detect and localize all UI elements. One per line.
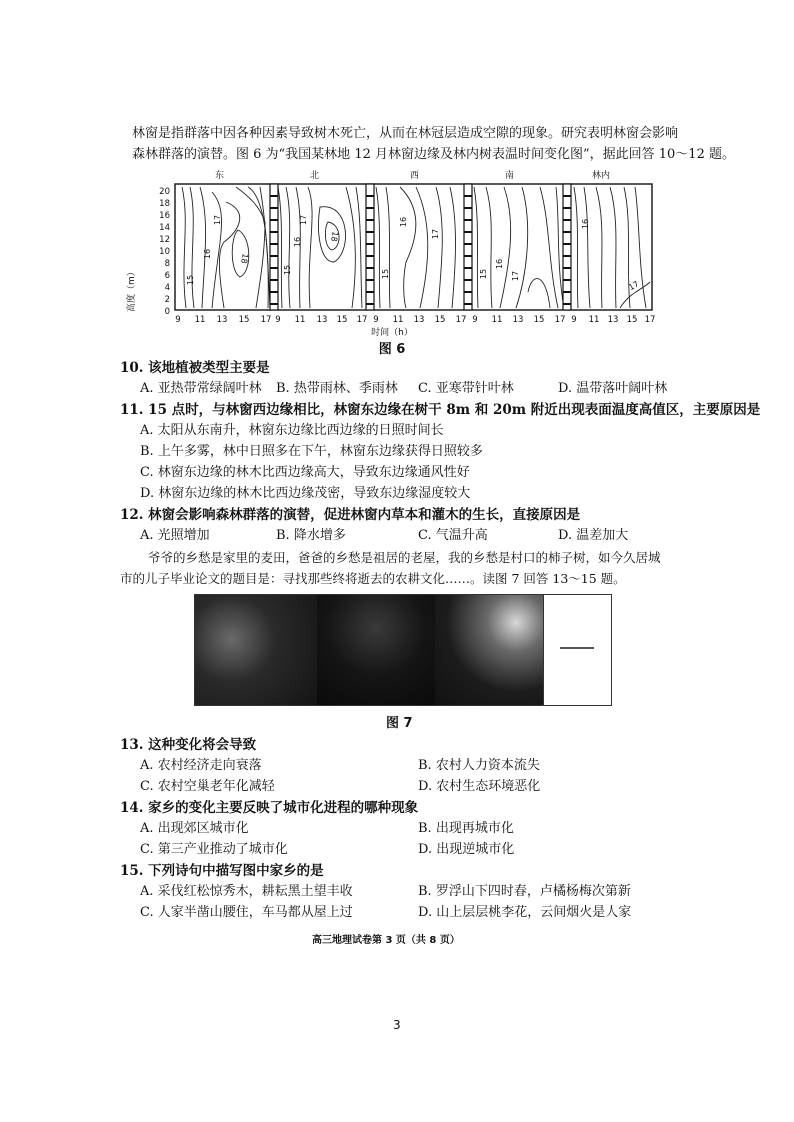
figure-7-photo-strip	[194, 594, 612, 706]
x-axis-label: 时间（h）	[371, 328, 413, 338]
q14-stem: 14. 家乡的变化主要反映了城市化进程的哪种现象	[120, 800, 419, 816]
x-tick: 17	[554, 315, 566, 325]
y-tick: 16	[159, 211, 170, 221]
contour-label: 17	[299, 214, 308, 226]
contour-label: 18	[239, 252, 250, 265]
intro-line-1: 林窗是指群落中因各种因素导致树木死亡，从而在林冠层造成空隙的现象。研究表明林窗会影响	[132, 126, 679, 141]
x-tick: 11	[588, 315, 600, 325]
intro-line-2: 森林群落的演替。图 6 为“我国某林地 12 月林窗边缘及林内树表温时间变化图”，据此回答 10～12 题。	[132, 147, 735, 162]
x-tick: 13	[607, 315, 619, 325]
q12-stem: 12. 林窗会影响森林群落的演替，促进林窗内草本和灌木的生长，直接原因是	[120, 507, 581, 523]
x-tick: 15	[626, 315, 638, 325]
q13-option-c: C. 农村空巢老年化减轻	[140, 779, 275, 794]
contour-label: 17	[627, 279, 641, 293]
x-tick: 11	[392, 315, 404, 325]
x-tick: 17	[260, 315, 272, 325]
x-tick: 9	[373, 315, 379, 325]
contour-label: 16	[495, 258, 504, 270]
q15-stem: 15. 下列诗句中描写图中家乡的是	[120, 863, 324, 879]
contour-label: 15	[381, 268, 390, 280]
q15-option-c: C. 人家半凿山腰住，车马都从屋上过	[140, 905, 353, 920]
contour-label: 16	[293, 236, 302, 248]
x-tick: 17	[644, 315, 656, 325]
q11-stem: 11. 15 点时，与林窗西边缘相比，林窗东边缘在树干 8m 和 20m 附近出现表面温度高值区，主要原因是	[120, 402, 761, 418]
contour-label: 17	[511, 270, 520, 282]
x-tick: 9	[472, 315, 478, 325]
q12-option-c: C. 气温升高	[418, 528, 488, 543]
y-tick: 0	[164, 307, 170, 317]
panel-label-east: 东	[215, 171, 225, 181]
panel-label-north: 北	[310, 171, 320, 181]
q14-option-b: B. 出现再城市化	[418, 821, 514, 836]
y-tick: 4	[164, 283, 170, 293]
figure-7-caption: 图 7	[386, 716, 413, 731]
photo-panel-wheat-field	[195, 595, 317, 705]
q15-option-b: B. 罗浮山下四时春，卢橘杨梅次第新	[418, 884, 631, 899]
q14-option-a: A. 出现郊区城市化	[140, 821, 249, 836]
y-tick: 10	[159, 247, 170, 257]
q14-option-d: D. 出现逆城市化	[418, 842, 515, 857]
x-tick: 9	[275, 315, 281, 325]
x-tick: 11	[491, 315, 503, 325]
y-tick: 12	[159, 235, 170, 245]
y-tick: 14	[159, 223, 170, 233]
contour-label: 16	[399, 216, 408, 228]
panel-label-south: 南	[505, 171, 515, 181]
page-number: 3	[393, 1018, 401, 1032]
x-tick: 11	[194, 315, 206, 325]
q10-option-d: D. 温带落叶阔叶林	[558, 381, 668, 396]
x-tick: 9	[571, 315, 577, 325]
x-tick: 15	[533, 315, 545, 325]
q13-option-b: B. 农村人力资本流失	[418, 758, 540, 773]
q11-option-c: C. 林窗东边缘的林木比西边缘高大，导致东边缘通风性好	[140, 465, 470, 480]
q12-option-a: A. 光照增加	[140, 528, 210, 543]
contour-label: 16	[203, 248, 212, 260]
x-tick: 9	[175, 315, 181, 325]
y-tick: 8	[164, 259, 170, 269]
q13-option-d: D. 农村生态环境恶化	[418, 779, 541, 794]
contour-label: 18	[329, 230, 340, 243]
y-tick: 6	[164, 271, 170, 281]
q10-stem: 10. 该地植被类型主要是	[120, 360, 270, 376]
y-tick: 2	[164, 295, 170, 305]
contour-label: 15	[479, 268, 488, 280]
x-tick: 13	[316, 315, 328, 325]
photo-panel-persimmon-tree	[435, 595, 543, 705]
y-tick: 18	[159, 199, 170, 209]
q15-option-d: D. 山上层层桃李花，云间烟火是人家	[418, 905, 632, 920]
x-tick: 15	[238, 315, 250, 325]
q10-option-b: B. 热带雨林、季雨林	[276, 381, 398, 396]
q11-option-a: A. 太阳从东南升，林窗东边缘比西边缘的日照时间长	[140, 423, 444, 438]
x-tick: 13	[216, 315, 228, 325]
q13-option-a: A. 农村经济走向衰落	[140, 758, 262, 773]
document-title-line	[560, 647, 594, 649]
contour-label: 15	[283, 264, 292, 276]
x-tick: 17	[455, 315, 467, 325]
plot-frame	[175, 184, 652, 310]
figure-6-contour-chart	[120, 162, 660, 357]
x-tick: 17	[356, 315, 368, 325]
q10-option-a: A. 亚热带常绿阔叶林	[140, 381, 262, 396]
panel-label-forest-interior: 林内	[592, 171, 611, 181]
q11-option-b: B. 上午多雾，林中日照多在下午，林窗东边缘获得日照较多	[140, 444, 483, 459]
contour-label: 16	[581, 218, 590, 230]
q11-option-d: D. 林窗东边缘的林木比西边缘茂密，导致东边缘湿度较大	[140, 486, 471, 501]
page-footer: 高三地理试卷第 3 页（共 8 页）	[312, 935, 460, 946]
q12-option-b: B. 降水增多	[276, 528, 346, 543]
x-tick: 15	[336, 315, 348, 325]
photo-panel-thesis-document	[543, 595, 612, 705]
passage-line-1: 爷爷的乡愁是家里的麦田，爸爸的乡愁是祖居的老屋，我的乡愁是村口的柿子树，如今久居城	[148, 550, 661, 565]
x-tick: 13	[413, 315, 425, 325]
y-axis-label: 高度（m）	[127, 267, 137, 312]
y-tick: 20	[159, 187, 170, 197]
contour-label: 17	[431, 228, 440, 240]
x-tick: 15	[434, 315, 446, 325]
q15-option-a: A. 采伐红松惊秀木，耕耘黑土望丰收	[140, 884, 353, 899]
passage-line-2: 市的儿子毕业论文的题目是：寻找那些终将逝去的农耕文化……。读图 7 回答 13～15 题。	[120, 571, 626, 586]
q14-option-c: C. 第三产业推动了城市化	[140, 842, 288, 857]
q12-option-d: D. 温差加大	[558, 528, 629, 543]
x-tick: 11	[294, 315, 306, 325]
panel-label-west: 西	[410, 171, 420, 181]
contour-label: 17	[213, 214, 222, 226]
x-tick: 13	[512, 315, 524, 325]
q13-stem: 13. 这种变化将会导致	[120, 737, 257, 753]
q10-option-c: C. 亚寒带针叶林	[418, 381, 514, 396]
figure-6-caption: 图 6	[378, 342, 406, 357]
photo-panel-old-house	[317, 595, 435, 705]
contour-label: 15	[186, 274, 195, 286]
